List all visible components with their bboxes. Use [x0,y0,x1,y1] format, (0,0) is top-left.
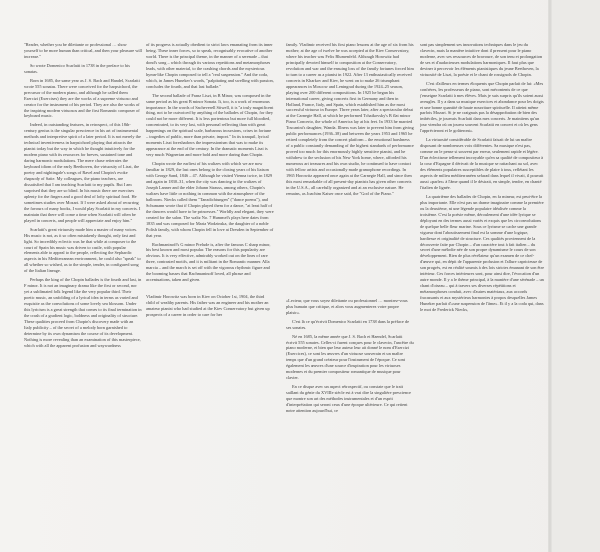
paragraph: The second ballade of Franz Liszt, in B Minor, was composed in the same period as his great B minor Sonata. It, too, is a work of enormous importance. In the words of Sacheverell Sitwell, it is "a truly magnificent thing, not to be outvoiced by anything of the ballades of Chopin, for they could not be more different. It is less portentous but more full bloodied, concentrated, to its very last, with personal reflecting than with great happenings on the spiritual scale, barbarous incursions, crises in fortune – tragedies of public, more than private, import." In its tranquil, lyrical moments Liszt foreshadows the impressionism that was to make its appearance at the end of the century. In the dramatic moments Liszt is very much Wagnerian and more bold and more daring than Chopin. [146,92,274,158]
text-column-3 [286,42,414,550]
paragraph-french: En ce disque avec un aspect rétrospectif, ou constate que le trait saillant du génie du XVIIIe siècle est à vrai dire la singulière prescience que montre son art des méthodes instrumentales et d'un esprit d'interprétation qui seront ceux d'une époque ultérieure. Ce qui retient notre attention aujourd'hui, ce [286,384,411,413]
paragraph: of its progress is actually obedient to strict laws emanating from its inner being. These inner forces, so to speak, recognisably evocative of another world. There is the principal theme, in the manner of a serenade – that dond's song – which through its various repetitions and metamorphoses leads, with other material, to the crashing chords and the mysterious hymn-like Chopin composed to tell a "real suspension." And the coda, which, in James Huneker's words, "palpitating and swelling with passion, concludes the fourth, and that last ballade." [146,42,274,89]
paragraph-french: sont pas simplement ses innovations techniques dans le jeu du clavecin, mais la manière intuitive dont il pressent pour le piano moderne, avec ses ressources de bravoure, de son tenu et prolongation de ses et d'audacieuses modulations harmoniques. Il faut plus que deviner à percevoir les éléments pianistiques du jeune Beethoven, la virtuosité de Liszt, la poésie et le chant de rossignols de Chopin. [420,42,543,77]
text-column-1 [24,42,142,550]
paragraph: Chopin wrote the earliest of his waltzes with which we are now familiar in 1829, the last ones belong to the closing years of his liaison with George Sand, 1846 – 47. Although he visited Vienna twice, in 1829 and again in 1830–31, when the city was dancing to the waltzes of Joseph Lanner and the elder Johann Strauss, among others, Chopin's waltzes have little or nothing in common with the atmosphere of the ballroom. Niecks called them "Tanzdichtungen" ("dance poems"), and Schumann wrote that if Chopin played them for a dance, "at least half of the dancers would have to be princesses." Worldly and elegant, they were created for the salon. The waltz No. 7 Hummel's plays here dates from 1835 and was composed for Maria Wodzinska, the daughter of a noble Polish family, with whom Chopin fell in love at Dresden in September of that year. [146,161,274,238]
paragraph: Born in 1685, the same year as J. S. Bach and Handel, Scarlatti wrote 555 sonatas. There were conceived for the harpsichord, the precursor of the modern piano, and although he called them Esercizi (Exercises) they are the works of a supreme virtuoso and creator for the instrument of his period. They are also the works of the inspiring modern virtuosos and the first Romantic composer of keyboard music. [24,77,140,119]
paragraph-french: C'est d'ailleurs en termes éloquents que Chopin parlait de lui: «Mes confrères, les professeurs de piano, sont mécontents de ce que j'enseigne Scarlatti à mes élèves. Mais je suis surpris qu'ils soient aussi aveugles. Il y a dans sa musique exercices et abondance pour les doigts et une bonne quantité de haute nourriture spirituelle. Il atteint même parfois Mozart. Si je ne craignais pas la désapprobation de bien des imbéciles, je jouerais Scarlatti dans mes concerts. Je maintiens qu'un jour viendra où on jouera souvent Scarlatti en concert et où les gens l'apprécieront et le goûteront». [420,80,544,134]
adjacent-page-edge [552,0,600,552]
paragraph: Rachmaninoff's G minor Prelude is, after the famous C sharp minor, his best known and most popular. The reasons for this popularity are obvious. It is very effective, admirably worked out on the lines of rare three, contrasted motifs, and it is militant in the Romantic manner. Alla marcia – and the march is set off with the vigorous rhythmic figure and the booming basses that Rachmaninoff loved, all phrase and accentuations, taken and given. [146,241,271,283]
paragraph: Scarlatti's great virtuosity made him a master of many voices. His music is not, as it so often mistakenly thought, only fast and light. So incredibly eclectic was he that while at composer to the court of Spain his music was driven to castle, with popular elements able to appeal to the people, reflecting the Sephardic aspects in his Mediterranean environment, he could also "speak" to all whether so wished, as to the simple, tender, in configured song of the Italian lineage. [24,226,141,274]
paragraph-french: «Lecteur, que vous soyez dilettante ou professionnel … montrez-vous plus humain que critique, et alors vous augmenterez votre propre plaisir». [286,297,408,315]
paragraph: Vladimir Horowitz was born in Kiev on October 1st, 1904, the third child of wealthy parents. His father was an engineer and his mother an amateur pianist who had studied at the Kiev Conservatory but given up prospects of a career in order to care for her [146,294,270,318]
paragraph-french: Né en 1685, la même année que J. S. Bach et Haendel, Scarlatti écrivit 555 sonates. Celles-ci furent conçues pour le clavecin, l'ancêtre du piano moderne, et bien que leur auteur leur ait donné le nom d'Esercizi (Exercices), ce sont les œuvres d'un virtuose souverain et un maître temps que d'un grand créateur pour l'instrument de l'époque. Ce sont également les œuvres d'une source d'inspiration pour les virtuoses modernes et du premier compositeur romantique de musique pour clavier. [286,333,414,381]
paragraph: "Reader, whether you be dilettante or professional … show yourself to be more human than critical, and then your pleasure will increase." [24,42,142,59]
paragraph: So wrote Domenico Scarlatti in 1738 in the preface to his sonatas. [24,62,130,74]
text-column-4 [420,42,544,550]
paragraph-gap [286,200,414,298]
paragraph-gap [146,286,274,294]
paragraph: Perhaps the king of the Chopin ballades is the fourth and last, in F minor. It is not an imaginary drama like the first or second, nor yet a sublimated folk legend like the very popular third. Their poetic music, an unfolding of a lyrical idea in terms as varied and exquisite as the convolutions of some lovely sea blossom. Under this lyricism is a great strength that comes to its final termination in the crash of a gradient logic, boldness and originality of structure. These qualities proceed from Chopin's discovery made with an Italy publicity – of the secret of a melody born garnished to determine by its own dynamism the course of its development. Nothing is more revealing than an examination of this masterpiece, which with all the apparent profusion and waywardness [24,277,142,348]
paragraph: Indeed, in outstanding features, in retrospect, of this 18th-century genius is the singular prescience in his art of instrumental methods and interpretive spirit of a later period. It is not merely the technical inventiveness in harpsichord playing that attracts the pianist today but the way in which he thought intuitively for the modern piano with its resources for breves, sustained tone and daring harmonic modulations. The mere chase reiterates the keyboard idiom of the early Beethoven, the virtuosity of Liszt, the poetry and nightingale's songs of Ravel and Chopin's evoke rhapsody of Satie. My colleagues, the piano teachers, are dissatisfied that I am teaching Scarlatti to my pupils. But I am surprised that they are so blind. In his music there are exercises aplenty for the fingers and a good deal of lofty spiritual food. He sometimes studies over Mozart. If I were asked about of recurring the favours of many books, I would play Scarlatti in my concerts. I maintain that there will come a time when Scarlatti will often be played in concerts, and people will appreciate and enjoy him." [24,122,141,223]
paragraph: family. Vladimir received his first piano lessons at the age of six from his mother; at the age of twelve he was accepted at the Kiev Conservatory, where his teacher was Felix Blumenfeld. Although Horowitz had principally devoted himself to composition at the Conservatory, revolution and war and the ensuing loss of the family fortunes forced him to turn to a career as a pianist in 1922. After 13 enthusiastically received concerts in Kharkov and Kiev, he went on to make 26 triumphant appearances in Moscow and Leningrad during the 1924–25 season, playing over 200 different compositions. In 1925 he began his international career, giving concerts first in Germany and then in Holland, France, Italy, and Spain, which established him as the most successful virtuoso in Europe. Three years later, after a spectacular debut at the Carnegie Hall, at which he performed Tchaikovsky's B flat minor Piano Concerto, the whole of America lay at his feet. In 1933 he married Toscanini's daughter, Wanda. Illness was later to prevent him from giving public performances (1936–38) and between the years 1953 and 1965 he retired completely from the concert platform – the emotional harshness of a public constantly demanding of the highest standards of performance proved too much for this enormously highly sensitive pianist, and he withdrew to the seclusion of his New York home, where, afforded his numerous art treasures and his own studio, he continued to have contact with fellow artists and occasionally made gramophone recordings. In 1965 Horowitz appeared once again at the Carnegie Hall, and since then this most remarkable of all present-day pianists has given other concerts in the U.S.A., all carefully organized and at an exclusive nature. He remains, as Joachim Kaiser once said, the "God of the Piano." [286,42,414,196]
text-column-2 [146,42,274,550]
paragraph-french: La virtuosité considérable de Scarlatti faisait de lui un maître disposant de nombreuses voix différentes. Sa musique n'est pas, comme on le pense si souvent par erreur, seulement rapide et légère. D'un éclectisme tellement incroyable qu'en sa qualité de compositeur à la cour d'Espagne il dérivait de la musique se rattachant au sol, avec des éléments populaires susceptibles de plaire à tous, reflétant les aspects de milieu méditerranéen sefarad dans lequel il vivait, il pouvait aussi «parler» à l'âme quand il le désirait, en simple, tendre, en chanté l'italien de lignée. [420,137,544,190]
paragraph-french: C'est là ce qu'écrivit Domenico Scarlatti en 1738 dans la préface de ses sonates. [286,318,409,330]
paragraph-french: La quatrième des ballades de Chopin, en fa mineur, est peut-être la plus importante. Elle n'est pas un drame imaginaire comme la première ou la deuxième, ni une légende populaire idéalisée comme la troisième. C'est la poésie même, déroulement d'une idée lyrique se déployant en des termes aussi variés et exquis que les circonvolutions de quelque belle fleur marine. Sous ce lyrisme se cache une grande vigueur dont l'aboutissement final est la somme d'une logique, hardiesse et originalité de structure. Ces qualités proviennent de la découverte faite par Chopin – d'un caractère tout à fait italien – du secret d'une mélodie née de son propre dynamisme le cours de son développement. Rien de plus révélateur qu'un examen de ce chef-d'œuvre qui, en dépit de l'apparente profusion et l'allure capricieuse de son progrès, est en réalité soumis à des lois strictes émanant de son être intérieur. Ces forces intérieures sont, pour ainsi dire, l'évocation d'un autre monde. Il y a le thème principal, à la manière d'une sérénade – un chant d'oiseau – qui à travers ses diverses répétitions et métamorphoses conduit, avec d'autres matériaux, aux accords fracassants et aux mystérieux harmonies à propos desquelles James Huneker parlait d'«une suspension de l'âme». Et il y a la coda qui, dans le mot de Frederick Niecks, [420,193,544,312]
